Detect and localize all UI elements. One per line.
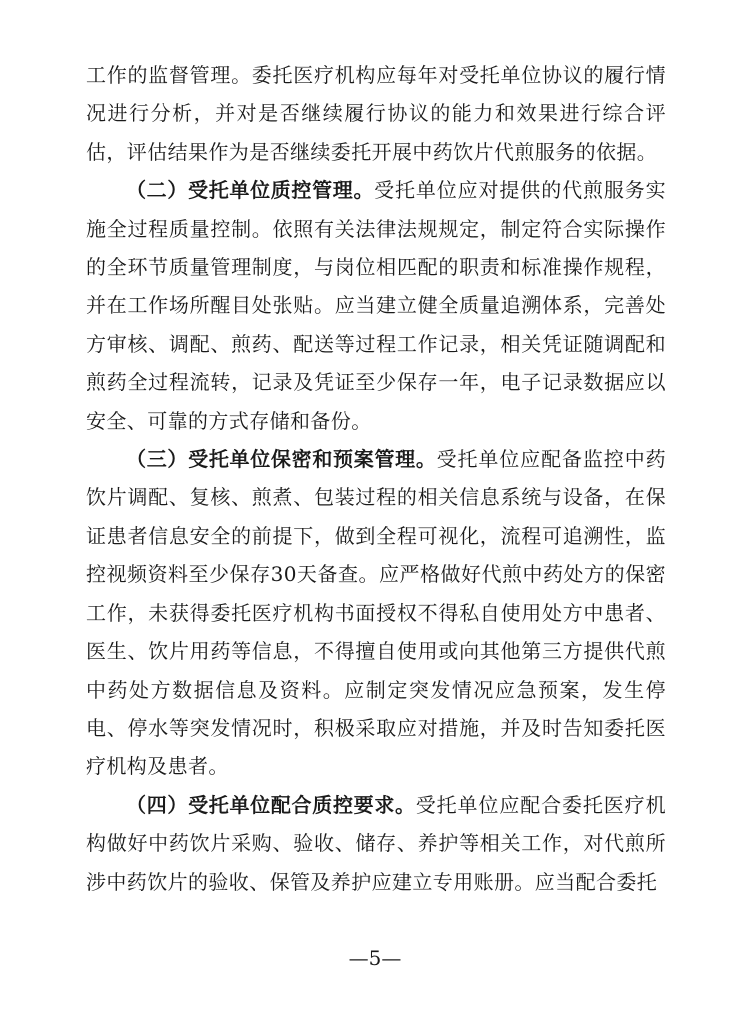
- section-heading-3: （三）受托单位保密和预案管理。: [126, 447, 437, 472]
- section-heading-4: （四）受托单位配合质控要求。: [126, 792, 416, 817]
- paragraph-text: 受托单位应配合委托医疗机构做好中药饮片采购、验收、储存、养护等相关工作，对代煎所涉中药饮片的验收、保管及养护应建立专用账册。应当配合委托: [86, 792, 666, 894]
- paragraph-text: 工作的监督管理。委托医疗机构应每年对受托单位协议的履行情况进行分析，并对是否继续履行协议的能力和效果进行综合评估，评估结果作为是否继续委托开展中药饮片代煎服务的依据。: [86, 63, 666, 164]
- paragraph-cooperation: [86, 786, 666, 901]
- paragraph-confidentiality: [86, 440, 666, 786]
- paragraph-continuation: [86, 56, 666, 171]
- paragraph-text: 受托单位应配备监控中药饮片调配、复核、煎煮、包装过程的相关信息系统与设备，在保证患者信息安全的前提下，做到全程可视化，流程可追溯性，监控视频资料至少保存30天备查。应严格做好代煎中药处方的保密工作，未获得委托医疗机构书面授权不得私自使用处方中患者、医生、饮片用药等信息，不得擅自使用或向其他第三方提供代煎中药处方数据信息及资料。应制定突发情况应急预案，发生停电、停水等突发情况时，积极采取应对措施，并及时告知委托医疗机构及患者。: [86, 447, 666, 779]
- paragraph-text: 受托单位应对提供的代煎服务实施全过程质量控制。依照有关法律法规规定，制定符合实际操作的全环节质量管理制度，与岗位相匹配的职责和标准操作规程，并在工作场所醒目处张贴。应当建立健全质量追溯体系，完善处方审核、调配、煎药、配送等过程工作记录，相关凭证随调配和煎药全过程流转，记录及凭证至少保存一年，电子记录数据应以安全、可靠的方式存储和备份。: [86, 178, 666, 433]
- paragraph-quality-control: [86, 171, 666, 440]
- document-body: [86, 56, 666, 901]
- page-number: —5—: [348, 946, 402, 970]
- section-heading-2: （二）受托单位质控管理。: [126, 178, 375, 203]
